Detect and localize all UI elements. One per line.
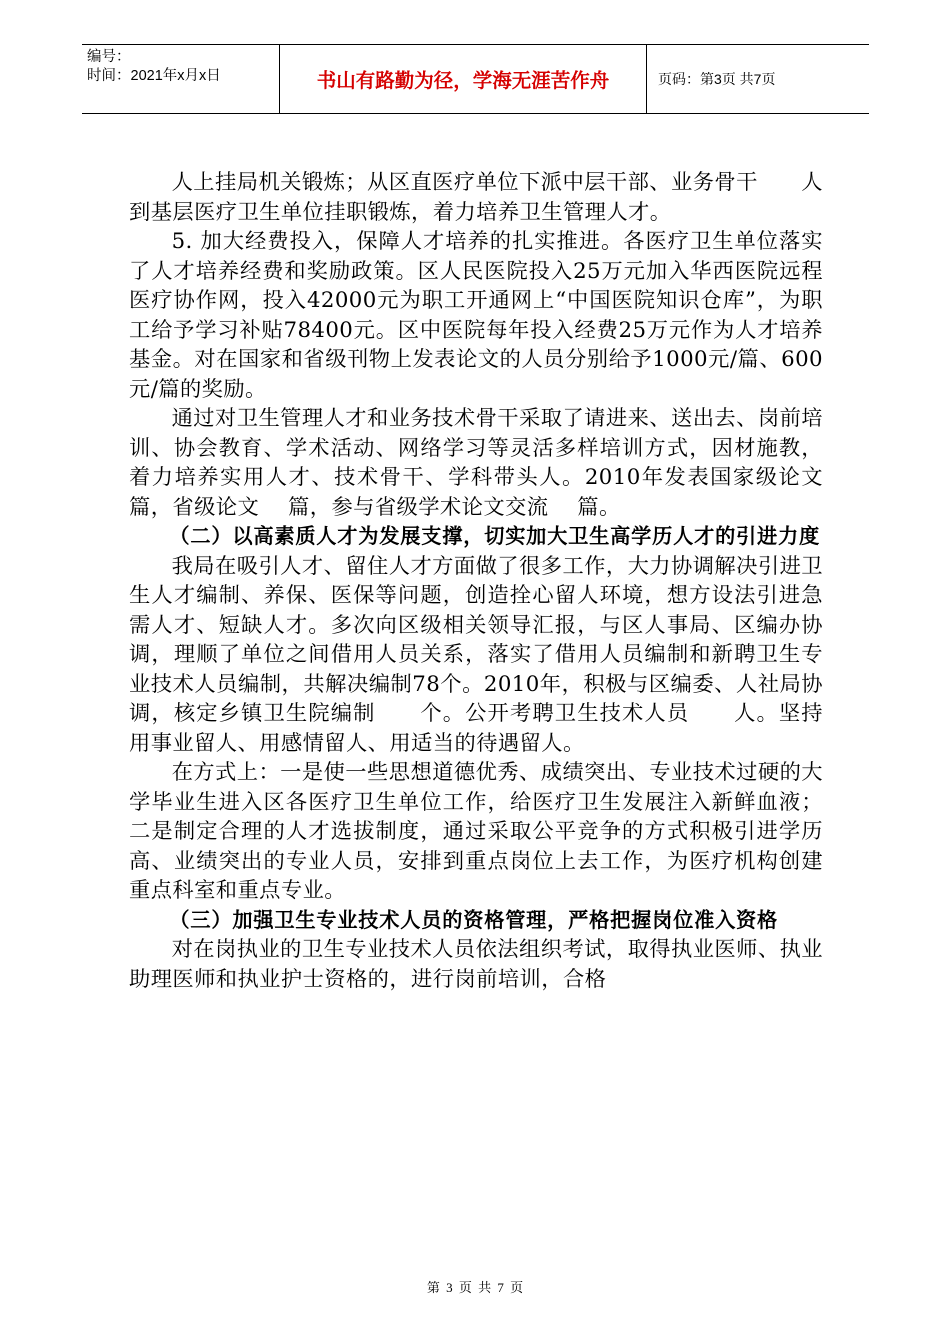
header-meta xyxy=(82,45,280,113)
paragraph-training-methods: 通过对卫生管理人才和业务技术骨干采取了请进来、送出去、岗前培训、协会教育、学术活动、网络学习等灵活多样培训方式，因材施教，着力培养实用人才、技术骨干、学科带头人。2010年发表国家级论文 篇，省级论文 篇，参与省级学术论文交流 篇。 xyxy=(129,406,852,520)
paragraph-methods: 在方式上：一是使一些思想道德优秀、成绩突出、专业技术过硬的大学毕业生进入区各医疗卫生单位工作，给医疗卫生发展注入新鲜血液；二是制定合理的人才选拔制度，通过采取公平竞争的方式积极引进学历高、业绩突出的专业人员，安排到重点岗位上去工作，为医疗机构创建重点科室和重点专业。 xyxy=(129,760,823,903)
header-motto: 书山有路勤为径，学海无涯苦作舟 xyxy=(280,45,647,113)
paragraph-funding: 5. 加大经费投入，保障人才培养的扎实推进。各医疗卫生单位落实了人才培养经费和奖励政策。区人民医院投入25万元加入华西医院远程医疗协作网，投入42000元为职工开通网上“中国医院知识仓库”，为职工给予学习补贴78400元。区中医院每年投入经费25万元作为人才培养基金。对在国家和省级刊物上发表论文的人员分别给予1000元/篇、600元/篇的奖励。 xyxy=(129,229,823,402)
section-heading-2: （二）以高素质人才为发展支撑，切实加大卫生高学历人才的引进力度 xyxy=(169,524,821,548)
header-page-number: 页码：第3页 共7页 xyxy=(658,71,776,87)
paragraph-qualification: 对在岗执业的卫生专业技术人员依法组织考试，取得执业医师、执业助理医师和执业护士资格的，进行岗前培训，合格 xyxy=(129,937,823,992)
document-number-label: 编号： xyxy=(87,49,131,65)
paragraph-talent-retention: 我局在吸引人才、留住人才方面做了很多工作，大力协调解决引进卫生人才编制、养保、医保等问题，创造拴心留人环境，想方设法引进急需人才、短缺人才。多次向区级相关领导汇报，与区人事局、区编办协调，理顺了单位之间借用人员关系，落实了借用人员编制和新聘卫生专业技术人员编制，共解决编制78个。2010年，积极与区编委、人社局协调，核定乡镇卫生院编制 个。公开考聘卫生技术人员 人。坚持用事业留人、用感情留人、用适当的待遇留人。 xyxy=(129,553,823,756)
document-body xyxy=(129,168,852,994)
paragraph-continuation: 人上挂局机关锻炼；从区直医疗单位下派中层干部、业务骨干 人到基层医疗卫生单位挂职锻炼，着力培养卫生管理人才。 xyxy=(129,170,823,225)
section-heading-3: （三）加强卫生专业技术人员的资格管理，严格把握岗位准入资格 xyxy=(169,907,779,932)
page-footer: 第 3 页 共 7 页 xyxy=(426,1280,524,1295)
page-header xyxy=(82,44,869,114)
document-time-label: 时间：2021年x月x日 xyxy=(87,68,221,84)
